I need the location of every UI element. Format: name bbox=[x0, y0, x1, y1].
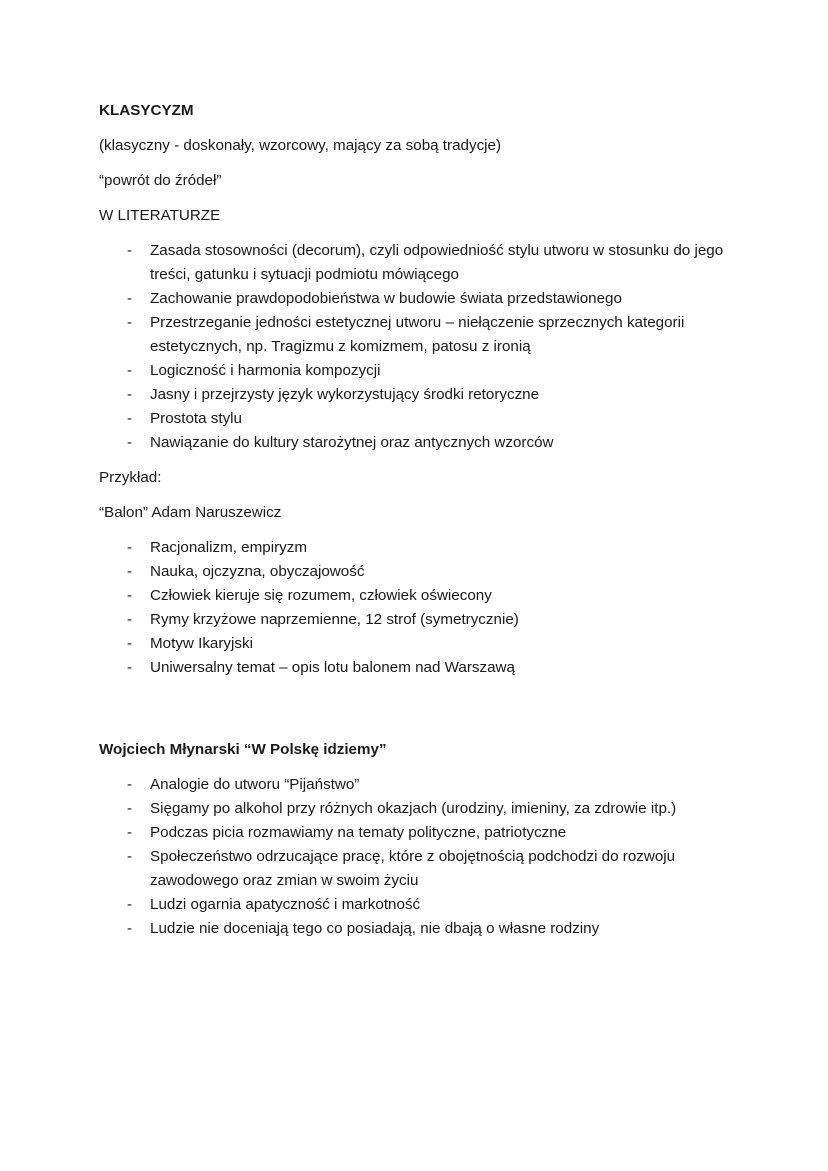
list-item-label: Jasny i przejrzysty język wykorzystujący środki retoryczne bbox=[150, 386, 540, 403]
list-item-label: Ludzie nie doceniają tego co posiadają, nie dbają o własne rodziny bbox=[150, 920, 600, 937]
list-item bbox=[99, 383, 726, 407]
list-item-label: Sięgamy po alkohol przy różnych okazjach (urodziny, imieniny, za zdrowie itp.) bbox=[150, 800, 677, 817]
bullet-dash-icon: - bbox=[127, 896, 133, 913]
list-item bbox=[99, 917, 726, 941]
list-item bbox=[99, 608, 726, 632]
bullet-dash-icon: - bbox=[127, 824, 133, 841]
list-item-label: Motyw Ikaryjski bbox=[150, 635, 253, 652]
mlynarski-bullet-list bbox=[99, 773, 726, 941]
list-item-label: Zasada stosowności (decorum), czyli odpowiedniość stylu utworu w stosunku do jego treści, gatunku i sytuacji podmiotu mówiącego bbox=[150, 242, 724, 283]
list-item-label: Zachowanie prawdopodobieństwa w budowie świata przedstawionego bbox=[150, 290, 622, 307]
bullet-dash-icon: - bbox=[127, 920, 133, 937]
list-item-label: Analogie do utworu “Pijaństwo” bbox=[150, 776, 360, 793]
list-item-label: Podczas picia rozmawiamy na tematy polityczne, patriotyczne bbox=[150, 824, 567, 841]
list-item-label: Człowiek kieruje się rozumem, człowiek oświecony bbox=[150, 587, 492, 604]
list-item bbox=[99, 407, 726, 431]
list-item bbox=[99, 560, 726, 584]
list-item bbox=[99, 845, 726, 893]
bullet-dash-icon: - bbox=[127, 611, 133, 628]
bullet-dash-icon: - bbox=[127, 659, 133, 676]
list-item bbox=[99, 632, 726, 656]
list-item bbox=[99, 311, 726, 359]
list-item bbox=[99, 821, 726, 845]
list-item bbox=[99, 797, 726, 821]
list-item-label: Uniwersalny temat – opis lotu balonem nad Warszawą bbox=[150, 659, 515, 676]
bullet-dash-icon: - bbox=[127, 587, 133, 604]
bullet-dash-icon: - bbox=[127, 362, 133, 379]
list-item bbox=[99, 239, 726, 287]
bullet-dash-icon: - bbox=[127, 386, 133, 403]
bullet-dash-icon: - bbox=[127, 434, 133, 451]
bullet-dash-icon: - bbox=[127, 635, 133, 652]
list-item bbox=[99, 773, 726, 797]
mlynarski-heading: Wojciech Młynarski “W Polskę idziemy” bbox=[99, 741, 387, 758]
list-item bbox=[99, 431, 726, 455]
bullet-dash-icon: - bbox=[127, 563, 133, 580]
list-item bbox=[99, 893, 726, 917]
list-item bbox=[99, 584, 726, 608]
bullet-dash-icon: - bbox=[127, 539, 133, 556]
list-item-label: Przestrzeganie jedności estetycznej utworu – niełączenie sprzecznych kategorii estetycznych, np. Tragizmu z komizmem, patosu z ironią bbox=[150, 314, 685, 355]
list-item-label: Rymy krzyżowe naprzemienne, 12 strof (symetrycznie) bbox=[150, 611, 519, 628]
definition-paragraph: (klasyczny - doskonały, wzorcowy, mający za sobą tradycje) bbox=[99, 137, 502, 154]
bullet-dash-icon: - bbox=[127, 800, 133, 817]
section-spacer bbox=[99, 691, 726, 738]
list-item-label: Racjonalizm, empiryzm bbox=[150, 539, 307, 556]
list-item-label: Nauka, ojczyzna, obyczajowość bbox=[150, 563, 365, 580]
bullet-dash-icon: - bbox=[127, 314, 133, 331]
bullet-dash-icon: - bbox=[127, 848, 133, 865]
bullet-dash-icon: - bbox=[127, 776, 133, 793]
balon-title-author: “Balon” Adam Naruszewicz bbox=[99, 504, 282, 521]
list-item bbox=[99, 536, 726, 560]
list-item bbox=[99, 359, 726, 383]
bullet-dash-icon: - bbox=[127, 290, 133, 307]
list-item-label: Społeczeństwo odrzucające pracę, które z obojętnością podchodzi do rozwoju zawodowego oraz zmian w swoim życiu bbox=[150, 848, 676, 889]
motto-paragraph: “powrót do źródeł” bbox=[99, 172, 222, 189]
subheading-w-literaturze: W LITERATURZE bbox=[99, 207, 221, 224]
list-item bbox=[99, 656, 726, 680]
list-item-label: Prostota stylu bbox=[150, 410, 243, 427]
klasycyzm-bullet-list bbox=[99, 239, 726, 455]
list-item-label: Nawiązanie do kultury starożytnej oraz antycznych wzorców bbox=[150, 434, 554, 451]
list-item-label: Logiczność i harmonia kompozycji bbox=[150, 362, 381, 379]
page-title: KLASYCYZM bbox=[99, 102, 194, 119]
balon-bullet-list bbox=[99, 536, 726, 680]
list-item-label: Ludzi ogarnia apatyczność i markotność bbox=[150, 896, 421, 913]
bullet-dash-icon: - bbox=[127, 410, 133, 427]
przyklad-label: Przykład: bbox=[99, 469, 162, 486]
document-body bbox=[99, 99, 726, 941]
bullet-dash-icon: - bbox=[127, 242, 133, 259]
list-item bbox=[99, 287, 726, 311]
